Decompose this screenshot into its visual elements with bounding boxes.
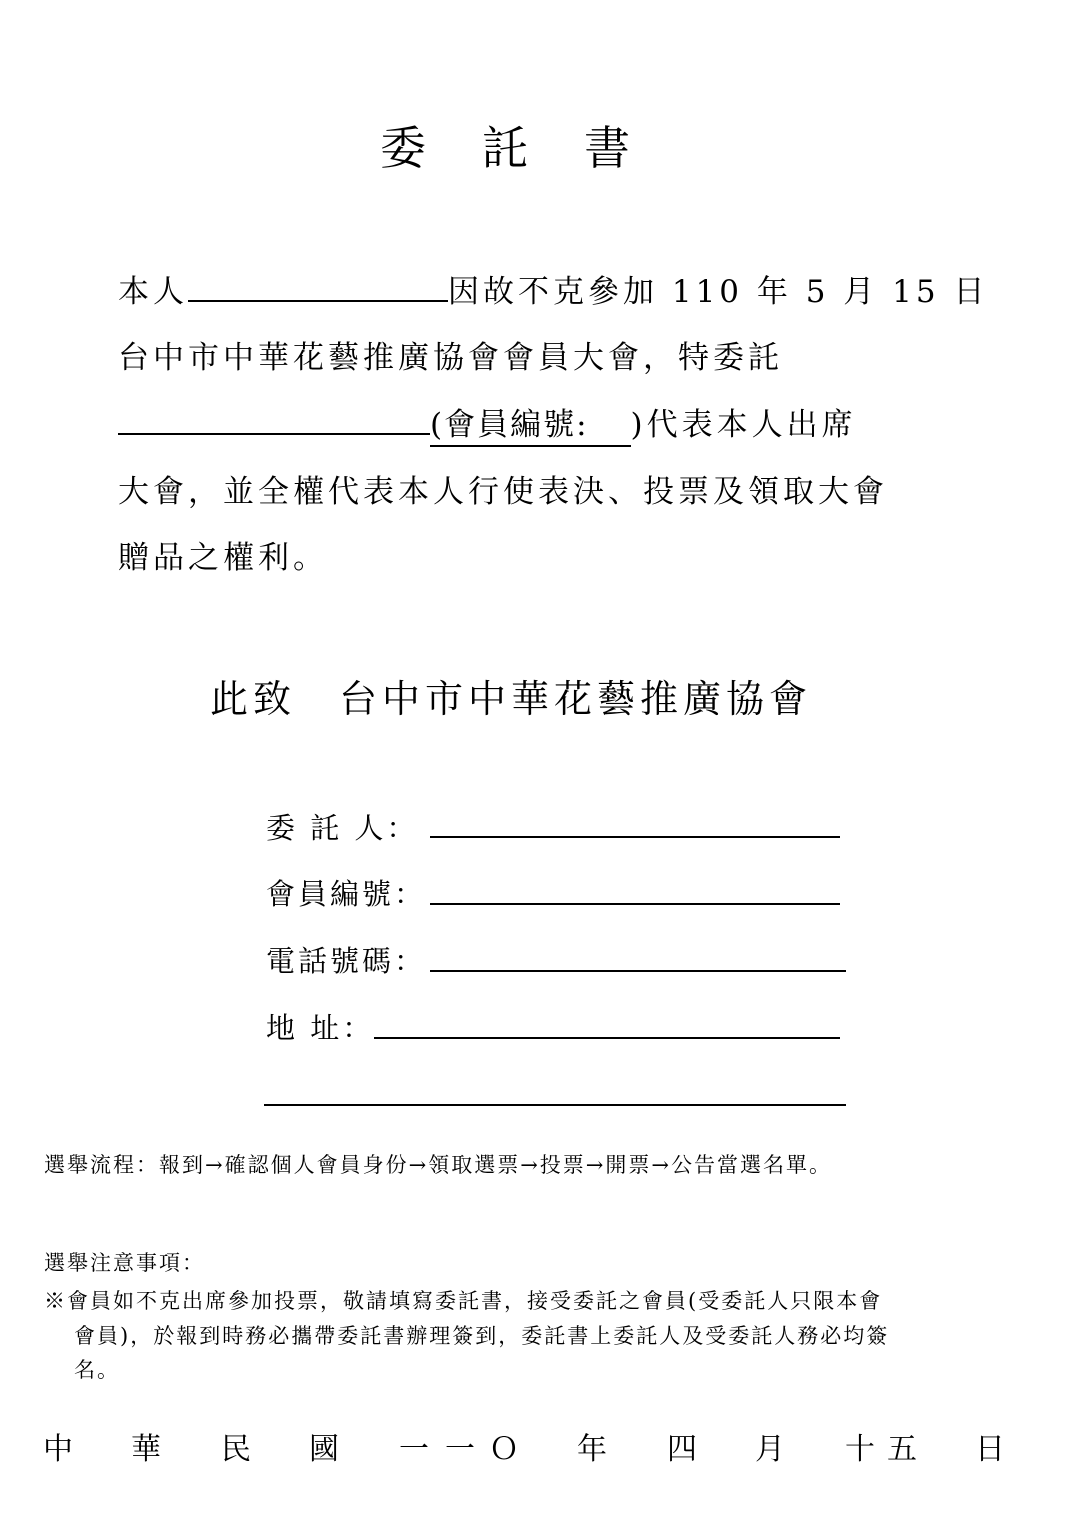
body-line-4: 大會，並全權代表本人行使表決、投票及領取大會 xyxy=(118,474,888,510)
document-title xyxy=(0,112,1010,178)
date-char: 華 xyxy=(131,1432,161,1467)
notes-heading: 選舉注意事項： xyxy=(44,1251,205,1275)
date-char: Ｏ xyxy=(489,1432,519,1467)
delegator-name-blank xyxy=(188,299,448,302)
field-address-label: 地 址： xyxy=(266,1011,375,1045)
field-address-line-2 xyxy=(264,1104,846,1106)
date-char: 國 xyxy=(309,1432,339,1467)
date-char: 年 xyxy=(577,1432,607,1467)
field-phone-line xyxy=(430,970,846,972)
title-char: 託 xyxy=(482,121,528,175)
body-line-2: 台中市中華花藝推廣協會會員大會，特委託 xyxy=(118,340,783,376)
field-delegator-label: 委 託 人： xyxy=(266,811,419,845)
line1-suffix: 因故不克參加 110 年 5 月 15 日 xyxy=(448,274,989,310)
date-char: 十 xyxy=(845,1432,875,1467)
proxy-name-blank xyxy=(118,432,430,435)
date-char: 中 xyxy=(43,1432,73,1467)
body-line-1 xyxy=(118,272,988,312)
date-char: 日 xyxy=(975,1432,1005,1467)
date-char: 民 xyxy=(221,1432,251,1467)
line1-prefix: 本人 xyxy=(118,274,188,310)
election-process: 選舉流程：報到→確認個人會員身份→領取選票→投票→開票→公告當選名單。 xyxy=(44,1153,832,1177)
field-member-no-label: 會員編號： xyxy=(266,877,427,911)
title-char: 書 xyxy=(584,121,630,175)
proxy-member-no: (會員編號: xyxy=(430,405,631,447)
date-char: 四 xyxy=(667,1432,697,1467)
date-char: 五 xyxy=(887,1432,917,1467)
field-delegator-line xyxy=(430,836,840,838)
salutation: 此致 台中市中華花藝推廣協會 xyxy=(210,677,813,721)
date-char: 月 xyxy=(755,1432,785,1467)
body-line-5: 贈品之權利。 xyxy=(118,540,328,576)
date-char: 一 xyxy=(399,1432,429,1467)
field-address-line xyxy=(374,1037,840,1039)
notes-item-line-3: 名。 xyxy=(74,1358,120,1382)
notes-item-line-2: 會員)，於報到時務必攜帶委託書辦理簽到，委託書上委託人及受委託人務必均簽 xyxy=(74,1324,890,1348)
field-phone-label: 電話號碼： xyxy=(266,944,427,978)
line3-suffix: )代表本人出席 xyxy=(630,407,857,443)
title-char: 委 xyxy=(380,121,426,175)
body-line-3 xyxy=(118,405,857,447)
field-member-no-line xyxy=(430,903,840,905)
notes-item-line-1: ※會員如不克出席參加投票，敬請填寫委託書，接受委託之會員(受委託人只限本會 xyxy=(44,1289,883,1313)
date-char: 一 xyxy=(445,1432,475,1467)
